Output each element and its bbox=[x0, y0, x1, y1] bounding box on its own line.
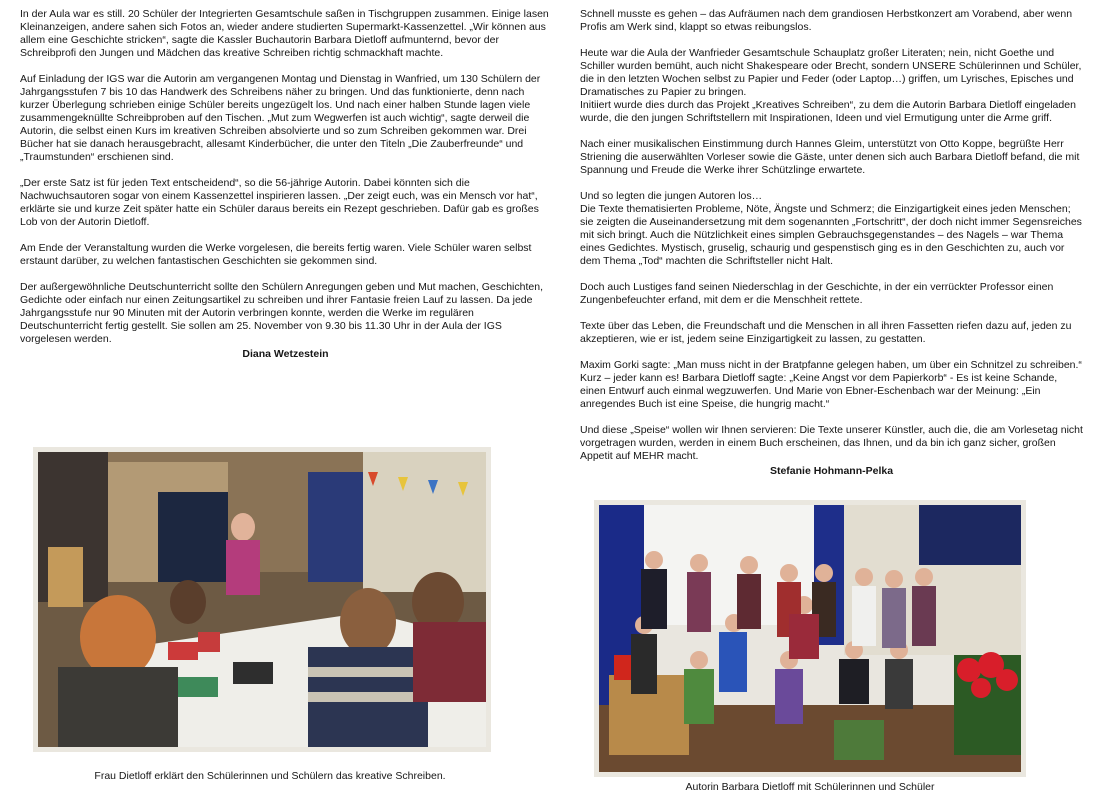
author-byline: Stefanie Hohmann-Pelka bbox=[769, 465, 894, 477]
article-paragraph: Auf Einladung der IGS war die Autorin am vergangenen Montag und Dienstag in Wanfried, um 130 Schülern der Jahrgangsstufen 7 bis 10 das Handwerk des Schreibens näher zu bringen. Und das funktionierte, denn nach kurzer Überlegung schrieben einige Schüler bereits ungezügelt los. Und nach einer halben Stunde lagen viele zusammengeknüllte Schreibproben auf den Tischen. „Mut zum Wegwerfen ist auch wichtig“, sagte derweil die Autorin, die selbst einen Kurs im kreativen Schreiben absolvierte und so zum Schreiben gekommen war. Drei Bücher hat sie danach herausgebracht, allesamt Kinderbücher, die unter den Titeln „Die Zauberfreunde“ und „Traumstunden“ erschienen sind. bbox=[20, 73, 541, 163]
article-paragraph: Am Ende der Veranstaltung wurden die Werke vorgelesen, die bereits fertig waren. Viele Schüler waren selbst erstaunt darüber, zu welchen fantastischen Geschichten sie gekommen sind. bbox=[20, 242, 532, 267]
photo-group bbox=[594, 500, 1026, 777]
photo-classroom bbox=[33, 447, 491, 752]
group-photo-image bbox=[599, 505, 1021, 772]
article-left bbox=[20, 8, 551, 374]
article-paragraph: Heute war die Aula der Wanfrieder Gesamtschule Schauplatz großer Literaten; nein, nicht Goethe und Schiller wurden bemüht, auch nicht Shakespeare oder Brecht, sondern UNSERE Schülerinnen und Schüler, die in den letzten Wochen selbst zu Papier und Feder (oder Laptop…) griffen, um Lyrisches, Episches und Dramatisches zu Papier zu bringen. Initiiert wurde dies durch das Projekt „Kreatives Schreiben“, zu dem die Autorin Barbara Dietloff eingeladen wurde, die den jungen Schriftstellern mit Inspirationen, Ideen und viel Ermutigung unter die Arme griff. bbox=[580, 47, 1082, 124]
article-paragraph: Texte über das Leben, die Freundschaft und die Menschen in all ihren Fassetten riefen dazu auf, jeden zu akzeptieren, wie er ist, jedem seine Einzigartigkeit zu lassen, zu gestatten. bbox=[580, 320, 1072, 345]
photo-caption: Frau Dietloff erklärt den Schülerinnen und Schülern das kreative Schreiben. bbox=[94, 770, 446, 782]
article-paragraph: Maxim Gorki sagte: „Man muss nicht in der Bratpfanne gelegen haben, um über ein Schnitzel zu schreiben.“ Kurz – jeder kann es! Barbara Dietloff sagte: „Keine Angst vor dem Papierkorb“ - Es ist keine Schande, einen Entwurf auch einmal wegzuwerfen. Und Marie von Ebner-Eschenbach war der Meinung: „Ein anregendes Buch ist eine Speise, die hungrig macht.“ bbox=[580, 359, 1082, 410]
author-byline: Diana Wetzestein bbox=[242, 348, 329, 360]
article-paragraph: Und so legten die jungen Autoren los… Die Texte thematisierten Probleme, Nöte, Ängste und Schmerz; die Einzigartigkeit eines jeden Menschen; sie zeigten die Auseinandersetzung mit dem sogenannten „Fortschritt“, der doch nicht immer Segensreiches mit sich bringt. Auch die Nützlichkeit eines simplen Gebrauchsgegenstandes – des Nagels – war Thema eines Gedichtes. Mystisch, gruselig, schaurig und gespenstisch ging es in den Geschichten zu, auch vor dem Thema „Tod“ machten die Schriftsteller nicht Halt. bbox=[580, 190, 1082, 267]
article-paragraph: Schnell musste es gehen – das Aufräumen nach dem grandiosen Herbstkonzert am Vorabend, aber wenn Profis am Werk sind, klappt so etwas reibungslos. bbox=[580, 8, 1073, 33]
article-paragraph: Und diese „Speise“ wollen wir Ihnen servieren: Die Texte unserer Künstler, auch die, die am Vorlesetag nicht vorgetragen wurden, werden in einem Buch erscheinen, das Ihnen, und da bin ich ganz sicher, großen Appetit auf MEHR macht. bbox=[580, 424, 1083, 462]
article-paragraph: Doch auch Lustiges fand seinen Niederschlag in der Geschichte, in der ein verrückter Professor einen Zungenbefeuchter erfand, mit dem er die Menschheit rettete. bbox=[580, 281, 1054, 306]
article-paragraph: Der außergewöhnliche Deutschunterricht sollte den Schülern Anregungen geben und Mut machen, Geschichten, Gedichte oder einfach nur einen Zeitungsartikel zu schreiben und ihrer Fantasie freien Lauf zu lassen. Da jede Jahrgangsstufe nur 90 Minuten mit der Autorin verbringen konnte, werden die Werke im regulären Deutschunterricht fertig gestellt. Sie sollen am 25. November von 9.30 bis 11.30 Uhr in der Aula der IGS vorgelesen werden. bbox=[20, 281, 543, 345]
article-paragraph: Nach einer musikalischen Einstimmung durch Hannes Gleim, unterstützt von Otto Koppe, begrüßte Herr Striening die auserwählten Vorleser sowie die Gäste, unter denen sich auch Barbara Dietloff befand, die mit Spannung und Freude die Werke ihrer Schützlinge erwartete. bbox=[580, 138, 1080, 176]
article-paragraph: In der Aula war es still. 20 Schüler der Integrierten Gesamtschule saßen in Tischgruppen zusammen. Einige lasen Kleinanzeigen, andere sahen sich Fotos an, wieder andere studierten Supermarkt-Kassenzettel. „Wir können aus allem eine Geschichte stricken“, sagte die Kassler Buchautorin Barbara Dietloff aufmunternd, bevor der Schreibprofi den Jungen und Mädchen das kreative Schreiben richtig schmackhaft machte. bbox=[20, 8, 549, 59]
photo-caption: Autorin Barbara Dietloff mit Schülerinnen und Schüler bbox=[685, 781, 935, 793]
article-paragraph: „Der erste Satz ist für jeden Text entscheidend“, so die 56-jährige Autorin. Dabei könnten sich die Nachwuchsautoren sogar von einem Kassenzettel inspirieren lassen. „Der zeigt euch, was ein Mensch vor hat“, erklärte sie und kurze Zeit später hatte ein Schüler daraus bereits ein Rezept geschrieben. Dafür gab es großes Lob von der Autorin Dietloff. bbox=[20, 177, 539, 228]
article-right bbox=[580, 8, 1083, 491]
classroom-photo-image bbox=[38, 452, 486, 747]
